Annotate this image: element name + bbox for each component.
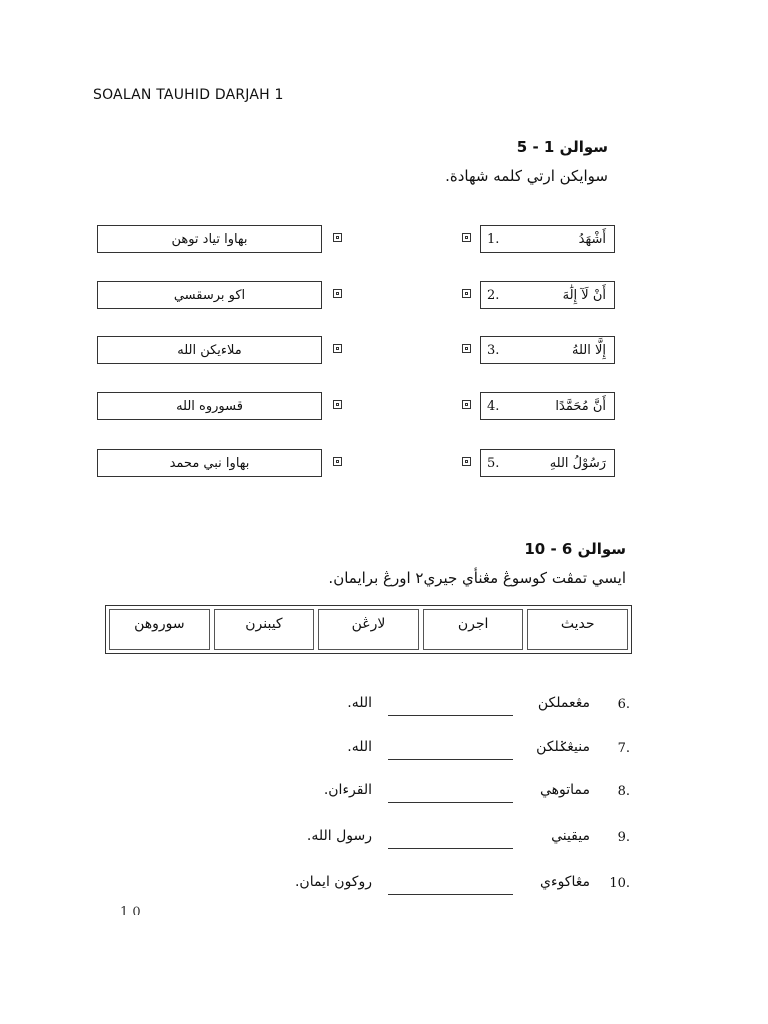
word-bank-cell: سوروهن: [109, 609, 210, 650]
match-anchor-icon[interactable]: [333, 233, 342, 242]
item-number: 6.: [617, 697, 630, 712]
term-text: أَنَّ مُحَمَّدًا: [555, 398, 606, 414]
meaning-text: ملاءيكن الله: [177, 342, 242, 358]
word-bank-cell: اجرن: [423, 609, 524, 650]
match-anchor-icon[interactable]: [462, 233, 471, 242]
meaning-text: بهاوا نبي محمد: [169, 455, 250, 471]
term-number: 5.: [487, 455, 500, 471]
term-number: 3.: [487, 342, 500, 358]
term-text: أَنْ لَآ إِلَٰهَ: [562, 287, 606, 303]
section1-instruction: سوايكن ارتي كلمه شهادة.: [445, 167, 608, 185]
answer-blank[interactable]: [388, 715, 513, 716]
answer-blank[interactable]: [388, 759, 513, 760]
item-number: 10.: [609, 876, 630, 891]
item-verb: مڠعملكن: [537, 695, 590, 711]
cut-off-page-text: 1 0: [120, 905, 141, 915]
section1-heading: سوالن 1 - 5: [516, 138, 608, 156]
document-title: SOALAN TAUHID DARJAH 1: [93, 87, 284, 103]
term-number: 2.: [487, 287, 500, 303]
fill-item-10: [290, 874, 630, 898]
item-ending: الله.: [347, 739, 372, 755]
meaning-box-1: [97, 225, 322, 253]
item-number: 8.: [617, 784, 630, 799]
match-anchor-icon[interactable]: [462, 289, 471, 298]
meaning-box-3: [97, 336, 322, 364]
answer-blank[interactable]: [388, 894, 513, 895]
fill-item-9: [290, 828, 630, 852]
meaning-text: قسوروه الله: [176, 398, 243, 414]
item-verb: ميقيني: [551, 828, 590, 844]
meaning-box-2: [97, 281, 322, 309]
word-bank-cell: كيبنرن: [214, 609, 315, 650]
term-box-5: [480, 449, 615, 477]
meaning-box-5: [97, 449, 322, 477]
answer-blank[interactable]: [388, 802, 513, 803]
meaning-box-4: [97, 392, 322, 420]
word-bank-cell: حديث: [527, 609, 628, 650]
word-bank: [105, 605, 632, 654]
term-text: رَسُوْلُ اللهِ: [549, 455, 606, 471]
word-bank-cell: لارڠن: [318, 609, 419, 650]
item-ending: روكون ايمان.: [294, 874, 372, 890]
answer-blank[interactable]: [388, 848, 513, 849]
match-anchor-icon[interactable]: [333, 289, 342, 298]
match-anchor-icon[interactable]: [462, 344, 471, 353]
item-number: 9.: [617, 830, 630, 845]
term-number: 1.: [487, 231, 500, 247]
term-number: 4.: [487, 398, 500, 414]
fill-item-6: [290, 695, 630, 719]
fill-item-7: [290, 739, 630, 763]
item-verb: منيڠݢلكن: [536, 739, 590, 755]
section2-instruction: ايسي تمڤت كوسوڠ مڠنأي جيري٢ اورڠ برايمان.: [328, 569, 626, 587]
match-anchor-icon[interactable]: [333, 344, 342, 353]
section2-heading: سوالن 6 - 10: [524, 540, 626, 558]
fill-item-8: [290, 782, 630, 806]
match-anchor-icon[interactable]: [462, 457, 471, 466]
term-text: إِلَّا اللهُ: [571, 342, 606, 358]
item-ending: القرءان.: [323, 782, 372, 798]
term-box-3: [480, 336, 615, 364]
meaning-text: بهاوا تياد توهن: [171, 231, 248, 247]
term-text: أَشْهَدُ: [578, 231, 606, 247]
item-number: 7.: [617, 741, 630, 756]
match-anchor-icon[interactable]: [333, 457, 342, 466]
term-box-2: [480, 281, 615, 309]
item-ending: الله.: [347, 695, 372, 711]
match-anchor-icon[interactable]: [333, 400, 342, 409]
term-box-4: [480, 392, 615, 420]
item-verb: مماتوهي: [539, 782, 590, 798]
item-verb: مڠاكوءي: [540, 874, 590, 890]
match-anchor-icon[interactable]: [462, 400, 471, 409]
item-ending: رسول الله.: [306, 828, 372, 844]
term-box-1: [480, 225, 615, 253]
meaning-text: اكو برسقسي: [173, 287, 246, 303]
